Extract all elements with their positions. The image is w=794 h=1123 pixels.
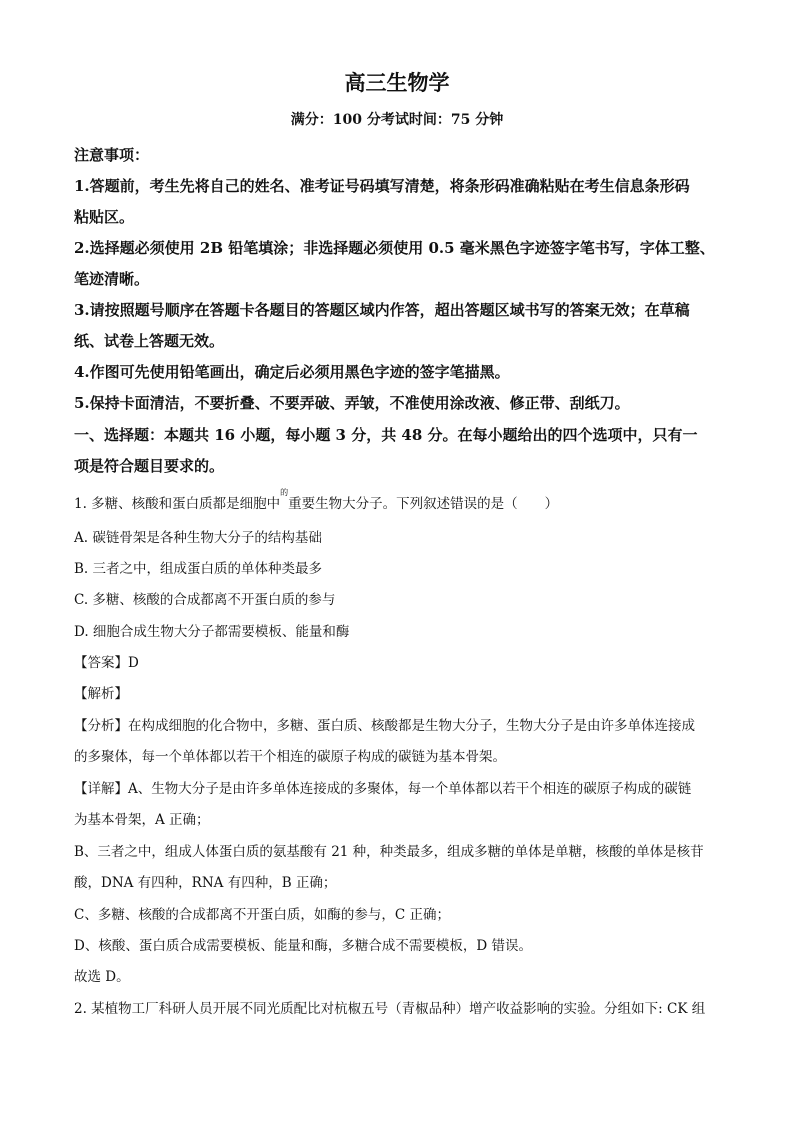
analysis-label: 【解析】: [74, 686, 128, 702]
analysis-line: D、核酸、蛋白质合成需要模板、能量和酶，多糖合成不需要模板，D 错误。: [74, 938, 532, 954]
question-2-stem: 2. 某植物工厂科研人员开展不同光质配比对杭椒五号（青椒品种）增产收益影响的实验。分组如下: CK 组: [74, 1001, 706, 1017]
analysis-line: 【分析】在构成细胞的化合物中，多糖、蛋白质、核酸都是生物大分子，生物大分子是由许多单体连接成: [74, 718, 695, 734]
question-stem-sup: 的: [280, 488, 289, 497]
analysis-line: 故选 D。: [74, 969, 130, 985]
option-b: B. 三者之中，组成蛋白质的单体种类最多: [74, 561, 323, 577]
analysis-line: 为基本骨架，A 正确；: [74, 812, 210, 828]
section-heading-cont: 项是符合题目要求的。: [74, 457, 225, 475]
notice-item: 2.选择题必须使用 2B 铅笔填涂；非选择题必须使用 0.5 毫米黑色字迹签字笔书写，字体工整、: [74, 239, 715, 257]
notice-item: 4.作图可先使用铅笔画出，确定后必须用黑色字迹的签字笔描黑。: [74, 363, 510, 381]
question-1-stem: [74, 488, 559, 512]
analysis-line: B、三者之中，组成人体蛋白质的氨基酸有 21 种，种类最多，组成多糖的单体是单糖，核酸的单体是核苷: [74, 844, 704, 860]
notice-item: 粘贴区。: [74, 208, 135, 226]
option-d: D. 细胞合成生物大分子都需要模板、能量和酶: [74, 624, 350, 640]
analysis-line: 的多聚体，每一个单体都以若干个相连的碳原子构成的碳链为基本骨架。: [74, 749, 506, 765]
analysis-line: 【详解】A、生物大分子是由许多单体连接成的多聚体，每一个单体都以若干个相连的碳原子构成的碳链: [74, 781, 692, 797]
question-stem-part: 1. 多糖、核酸和蛋白质都是细胞中: [74, 496, 281, 512]
option-c: C. 多糖、核酸的合成都离不开蛋白质的参与: [74, 592, 336, 608]
option-a: A. 碳链骨架是各种生物大分子的结构基础: [74, 530, 322, 546]
notice-heading: 注意事项：: [74, 146, 150, 164]
notice-item: 1.答题前，考生先将自己的姓名、准考证号码填写清楚，将条形码准确粘贴在考生信息条形码: [74, 177, 690, 195]
analysis-line: C、多糖、核酸的合成都离不开蛋白质，如酶的参与，C 正确；: [74, 907, 450, 923]
page-subtitle: 满分：100 分考试时间：75 分钟: [290, 112, 504, 128]
question-stem-part: 重要生物大分子。下列叙述错误的是（ ）: [288, 496, 559, 512]
page-title: 高三生物学: [344, 70, 450, 95]
notice-item: 纸、试卷上答题无效。: [74, 332, 225, 350]
answer: 【答案】D: [74, 655, 139, 671]
analysis-line: 酸，DNA 有四种，RNA 有四种，B 正确；: [74, 875, 337, 891]
notice-item: 笔迹清晰。: [74, 270, 150, 288]
section-heading: 一、选择题：本题共 16 小题，每小题 3 分，共 48 分。在每小题给出的四个选项中，只有一: [74, 426, 698, 444]
notice-item: 5.保持卡面清洁，不要折叠、不要弄破、弄皱，不准使用涂改液、修正带、刮纸刀。: [74, 394, 630, 412]
notice-item: 3.请按照题号顺序在答题卡各题目的答题区域内作答，超出答题区域书写的答案无效；在草稿: [74, 301, 690, 319]
